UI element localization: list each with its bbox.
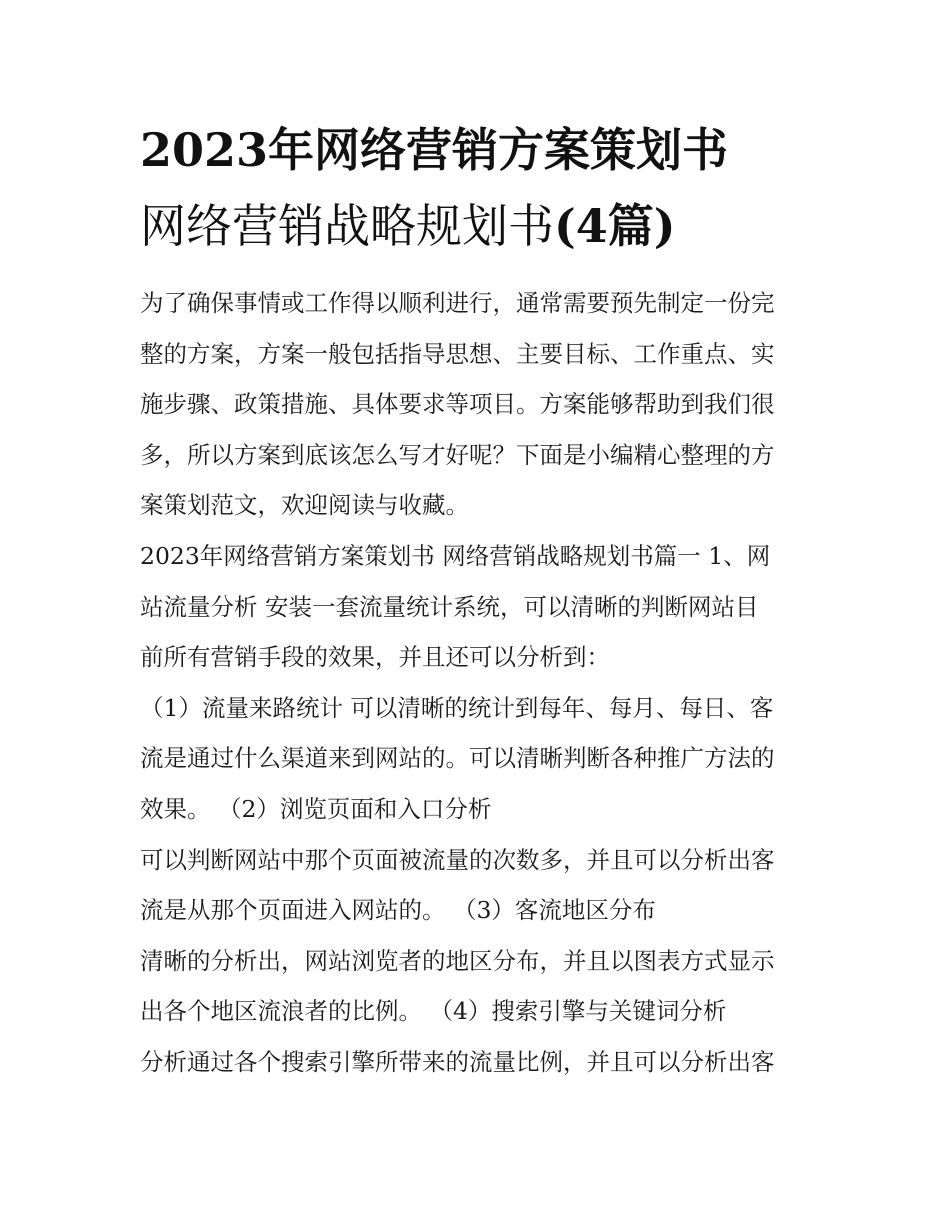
body-line: （1）流量来路统计 可以清晰的统计到每年、每月、每日、客 <box>140 693 774 722</box>
body-line: 清晰的分析出，网站浏览者的地区分布，并且以图表方式显示 <box>140 946 775 975</box>
title-line-2 <box>140 188 820 264</box>
body-line: 分析通过各个搜索引擎所带来的流量比例，并且可以分析出客 <box>140 1047 775 1076</box>
title-line-2-main: 网络营销战略规划书 <box>140 199 554 253</box>
body-line: 2023年网络营销方案策划书 网络营销战略规划书篇一 1、网 <box>140 541 771 570</box>
body-line: 整的方案，方案一般包括指导思想、主要目标、工作重点、实 <box>140 339 775 368</box>
title-line-1: 2023年网络营销方案策划书 <box>140 123 729 177</box>
body-line: 案策划范文，欢迎阅读与收藏。 <box>140 491 469 520</box>
document-page <box>140 112 820 1088</box>
body-line: 出各个地区流浪者的比例。 （4）搜索引擎与关键词分析 <box>140 997 727 1026</box>
body-line: 流是通过什么渠道来到网站的。可以清晰判断各种推广方法的 <box>140 744 775 773</box>
body-line: 流是从那个页面进入网站的。 （3）客流地区分布 <box>140 896 656 925</box>
body-line: 效果。 （2）浏览页面和入口分析 <box>140 794 492 823</box>
body-line: 站流量分析 安装一套流量统计系统，可以清晰的判断网站目 <box>140 592 759 621</box>
body-line: 前所有营销手段的效果，并且还可以分析到： <box>140 643 610 672</box>
document-title <box>140 112 820 264</box>
body-line: 可以判断网站中那个页面被流量的次数多，并且可以分析出客 <box>140 845 775 874</box>
body-line: 施步骤、政策措施、具体要求等项目。方案能够帮助到我们很 <box>140 390 775 419</box>
document-body <box>140 278 820 1088</box>
title-line-2-suffix: (4篇) <box>554 199 676 253</box>
body-line: 多，所以方案到底该怎么写才好呢？下面是小编精心整理的方 <box>140 440 775 469</box>
body-line: 为了确保事情或工作得以顺利进行，通常需要预先制定一份完 <box>140 289 775 317</box>
